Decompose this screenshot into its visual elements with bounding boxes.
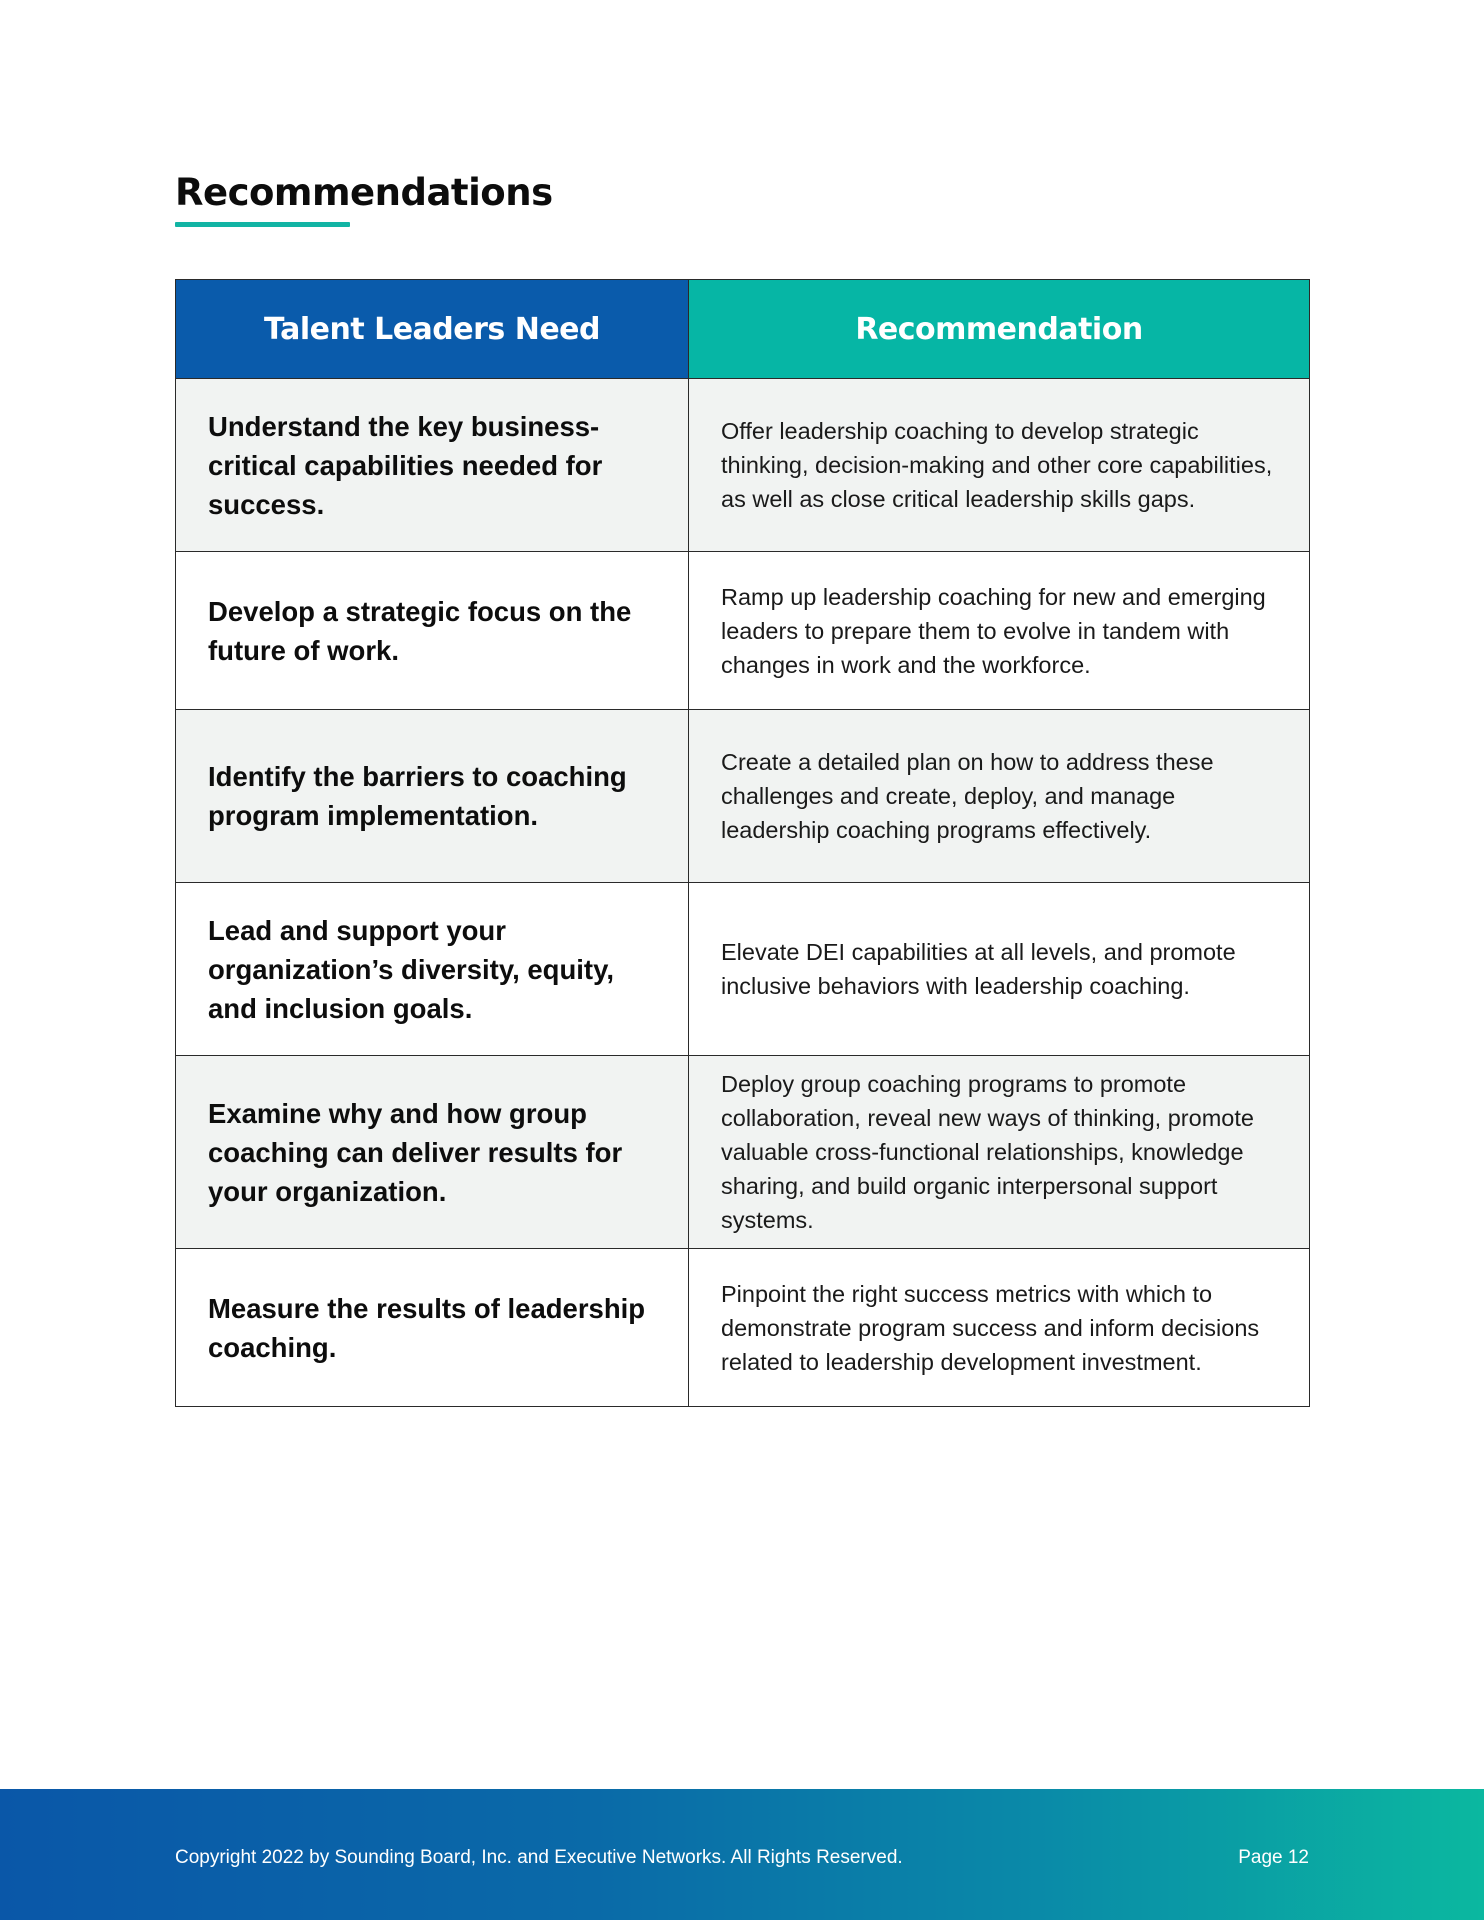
need-cell: Identify the barriers to coaching program implementation. xyxy=(176,710,689,883)
header-recommendation: Recommendation xyxy=(689,280,1310,379)
recommendation-cell: Offer leadership coaching to develop strategic thinking, decision-making and other core capabilities, as well as close critical leadership skills gaps. xyxy=(689,379,1310,552)
recommendation-cell: Deploy group coaching programs to promote collaboration, reveal new ways of thinking, promote valuable cross-functional relationships, knowledge sharing, and build organic interpersonal support systems. xyxy=(689,1056,1310,1249)
page-footer xyxy=(0,1789,1484,1920)
recommendation-cell: Ramp up leadership coaching for new and emerging leaders to prepare them to evolve in tandem with changes in work and the workforce. xyxy=(689,552,1310,710)
recommendation-cell: Create a detailed plan on how to address these challenges and create, deploy, and manage leadership coaching programs effectively. xyxy=(689,710,1310,883)
need-cell: Measure the results of leadership coaching. xyxy=(176,1249,689,1407)
need-cell: Understand the key business-critical capabilities needed for success. xyxy=(176,379,689,552)
page-title: Recommendations xyxy=(175,171,553,214)
table-row xyxy=(176,379,1310,552)
table-header-row xyxy=(176,280,1310,379)
recommendations-table xyxy=(175,279,1310,1407)
footer-page-number: Page 12 xyxy=(1238,1847,1309,1868)
title-underline xyxy=(175,222,350,227)
table-row xyxy=(176,552,1310,710)
table-row xyxy=(176,710,1310,883)
table-row xyxy=(176,1056,1310,1249)
recommendation-cell: Pinpoint the right success metrics with which to demonstrate program success and inform decisions related to leadership development investment. xyxy=(689,1249,1310,1407)
need-cell: Lead and support your organization’s diversity, equity, and inclusion goals. xyxy=(176,883,689,1056)
header-talent-leaders-need: Talent Leaders Need xyxy=(176,280,689,379)
need-cell: Develop a strategic focus on the future of work. xyxy=(176,552,689,710)
recommendation-cell: Elevate DEI capabilities at all levels, and promote inclusive behaviors with leadership coaching. xyxy=(689,883,1310,1056)
table-row xyxy=(176,1249,1310,1407)
need-cell: Examine why and how group coaching can deliver results for your organization. xyxy=(176,1056,689,1249)
table-row xyxy=(176,883,1310,1056)
footer-copyright: Copyright 2022 by Sounding Board, Inc. and Executive Networks. All Rights Reserved. xyxy=(175,1847,903,1868)
